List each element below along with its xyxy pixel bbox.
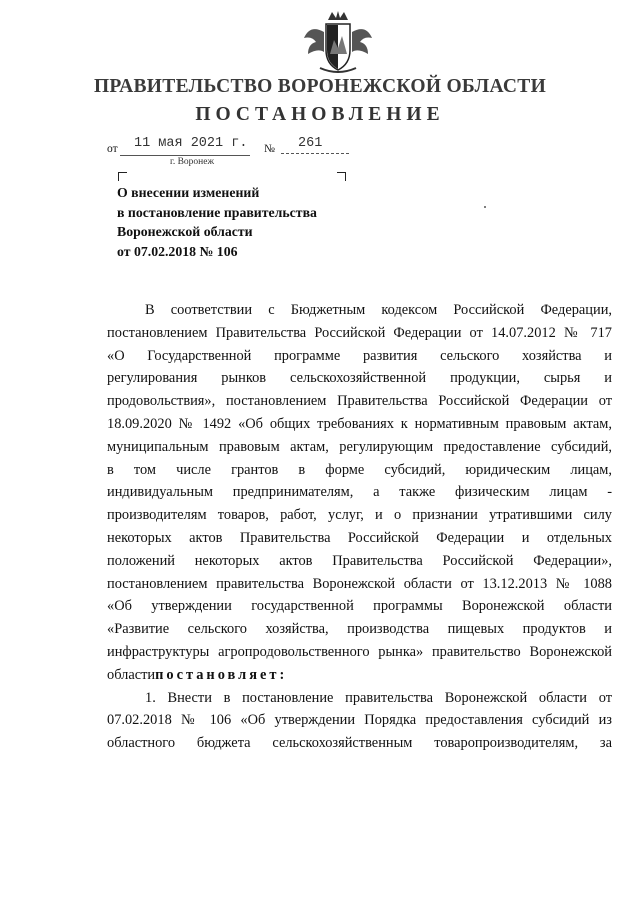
resolves-word: постановляет:	[155, 666, 288, 683]
body-line: производителям товаров, работ, услуг, и о признании утратившими силу	[107, 507, 612, 524]
body-line: в том числе грантов в форме субсидий, юридическим лицам,	[107, 461, 612, 478]
body-line: 07.02.2018 № 106 «Об утверждении Порядка предоставления субсидий из	[107, 712, 612, 729]
body-line-start: области	[107, 666, 156, 683]
date-from-label: от	[107, 143, 118, 155]
government-name: ПРАВИТЕЛЬСТВО ВОРОНЕЖСКОЙ ОБЛАСТИ	[93, 76, 547, 97]
subject-line: Воронежской области	[117, 224, 253, 239]
body-line: муниципальным правовым актам, регулирующим предоставление субсидий,	[107, 438, 612, 455]
document-body	[107, 299, 612, 755]
body-line: 18.09.2020 № 1492 «Об общих требованиях к нормативным правовым актам,	[107, 415, 612, 432]
body-line: «Об утверждении государственной программы Воронежской области	[107, 598, 612, 615]
document-number: 261	[298, 136, 323, 151]
city-label: г. Воронеж	[170, 157, 215, 167]
body-line: 1. Внести в постановление правительства Воронежской области от	[145, 689, 612, 706]
document-date: 11 мая 2021 г.	[134, 136, 248, 151]
subject-line: О внесении изменений	[117, 185, 260, 200]
body-line: инфраструктуры агропродовольственного рынка» правительство Воронежской	[107, 643, 612, 660]
body-line: продовольствия», постановлением Правительства Российской Федерации от	[107, 393, 612, 410]
scan-speck	[484, 206, 486, 208]
body-line: регулирования рынков сельскохозяйственной продукции, сырья и	[107, 370, 612, 387]
coat-of-arms-icon	[298, 10, 378, 76]
body-line: постановлением Правительства Российской Федерации от 14.07.2012 № 717	[107, 324, 612, 341]
subject-corner-left	[118, 172, 127, 181]
number-label: №	[264, 143, 275, 155]
document-subject	[117, 183, 317, 261]
body-line: некоторых актов Правительства Российской Федерации и отдельных	[107, 529, 612, 546]
body-line: «Развитие сельского хозяйства, производства пищевых продуктов и	[107, 621, 612, 638]
date-underline	[120, 155, 250, 156]
subject-line: в постановление правительства	[117, 204, 317, 220]
body-line: индивидуальным предпринимателям, а также физическим лицам -	[107, 484, 612, 501]
number-underline	[281, 153, 349, 154]
subject-corner-right	[337, 172, 346, 181]
body-line: В соответствии с Бюджетным кодексом Российской Федерации,	[145, 302, 612, 318]
body-line: областного бюджета сельскохозяйственным товаропроизводителям, за	[107, 735, 612, 752]
subject-line: от 07.02.2018 № 106	[117, 243, 238, 259]
body-line: постановлением правительства Воронежской области от 13.12.2013 № 1088	[107, 575, 612, 592]
resolution-line	[107, 664, 612, 687]
document-type: ПОСТАНОВЛЕНИЕ	[195, 104, 445, 125]
body-line: «О Государственной программе развития сельского хозяйства и	[107, 347, 612, 364]
body-line: положений некоторых актов Правительства Российской Федерации»,	[107, 552, 612, 569]
